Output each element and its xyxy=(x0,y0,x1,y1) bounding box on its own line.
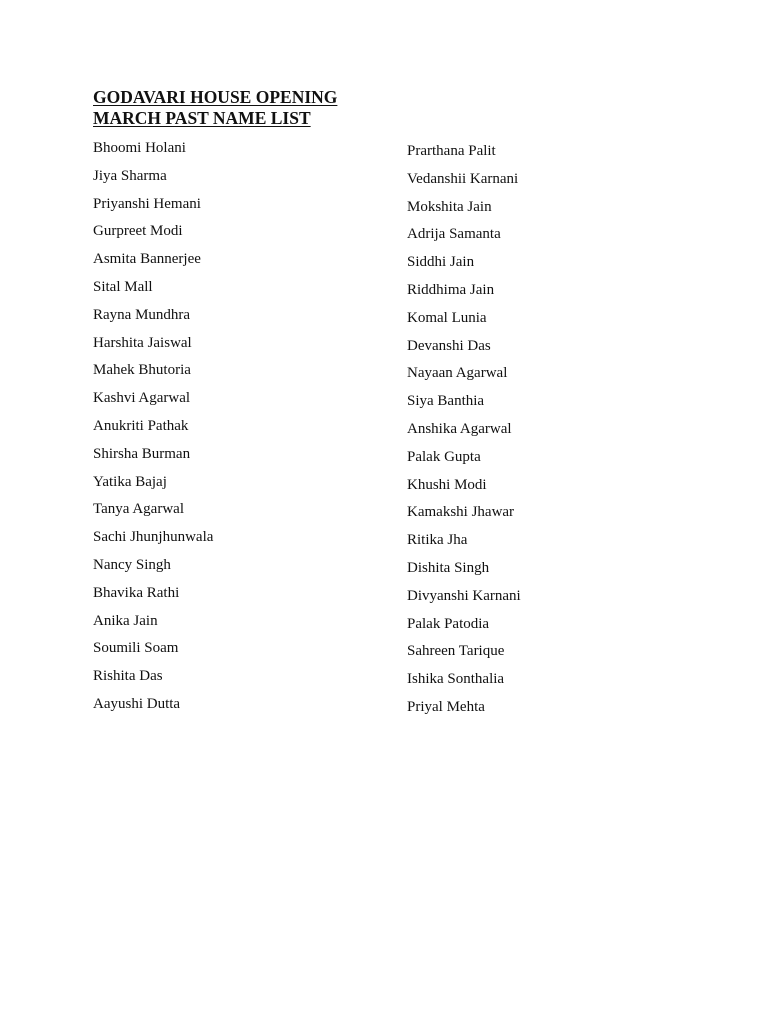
list-item: Mahek Bhutoria xyxy=(93,362,191,379)
list-item: Siddhi Jain xyxy=(407,254,475,271)
list-item: Sahreen Tarique xyxy=(407,643,505,660)
list-item: Anshika Agarwal xyxy=(407,420,512,437)
list-item: Shirsha Burman xyxy=(93,445,191,462)
list-item: Kamakshi Jhawar xyxy=(407,504,515,521)
list-item: Anika Jain xyxy=(93,612,158,629)
list-item: Ishika Sonthalia xyxy=(407,671,505,688)
title-line-1: GODAVARI HOUSE OPENING xyxy=(93,87,338,107)
list-item: Riddhima Jain xyxy=(407,281,495,298)
list-item: Prarthana Palit xyxy=(407,143,496,159)
list-item: Palak Gupta xyxy=(407,448,481,465)
list-item: Rayna Mundhra xyxy=(93,306,191,323)
list-item: Tanya Agarwal xyxy=(93,501,184,518)
list-item: Devanshi Das xyxy=(407,337,491,354)
list-item: Asmita Bannerjee xyxy=(93,251,201,268)
list-item: Anukriti Pathak xyxy=(93,417,189,434)
list-item: Bhavika Rathi xyxy=(93,584,180,601)
list-item: Sachi Jhunjhunwala xyxy=(93,529,214,546)
name-list-right xyxy=(407,141,521,725)
list-item: Rishita Das xyxy=(93,668,163,685)
list-item: Komal Lunia xyxy=(407,309,487,326)
list-item: Nayaan Agarwal xyxy=(407,365,508,382)
list-item: Dishita Singh xyxy=(407,559,490,576)
list-item: Sital Mall xyxy=(93,278,153,295)
title-line-2: MARCH PAST NAME LIST xyxy=(93,108,311,128)
name-list-left xyxy=(93,138,213,722)
list-item: Yatika Bajaj xyxy=(93,473,167,490)
list-item: Mokshita Jain xyxy=(407,198,492,215)
list-item: Kashvi Agarwal xyxy=(93,390,191,407)
list-item: Vedanshii Karnani xyxy=(407,170,519,187)
list-item: Divyanshi Karnani xyxy=(407,587,521,604)
list-item: Soumili Soam xyxy=(93,640,179,657)
list-item: Harshita Jaiswal xyxy=(93,334,192,351)
list-item: Siya Banthia xyxy=(407,393,485,410)
list-item: Nancy Singh xyxy=(93,556,171,573)
list-item: Palak Patodia xyxy=(407,615,490,632)
list-item: Adrija Samanta xyxy=(407,226,501,243)
list-item: Priyal Mehta xyxy=(407,698,485,715)
list-item: Aayushi Dutta xyxy=(93,695,181,712)
list-item: Priyanshi Hemani xyxy=(93,195,201,212)
list-item: Jiya Sharma xyxy=(93,167,167,184)
list-item: Ritika Jha xyxy=(407,532,468,549)
page-title xyxy=(93,87,337,129)
list-item: Bhoomi Holani xyxy=(93,140,186,156)
list-item: Gurpreet Modi xyxy=(93,223,183,240)
list-item: Khushi Modi xyxy=(407,476,487,493)
